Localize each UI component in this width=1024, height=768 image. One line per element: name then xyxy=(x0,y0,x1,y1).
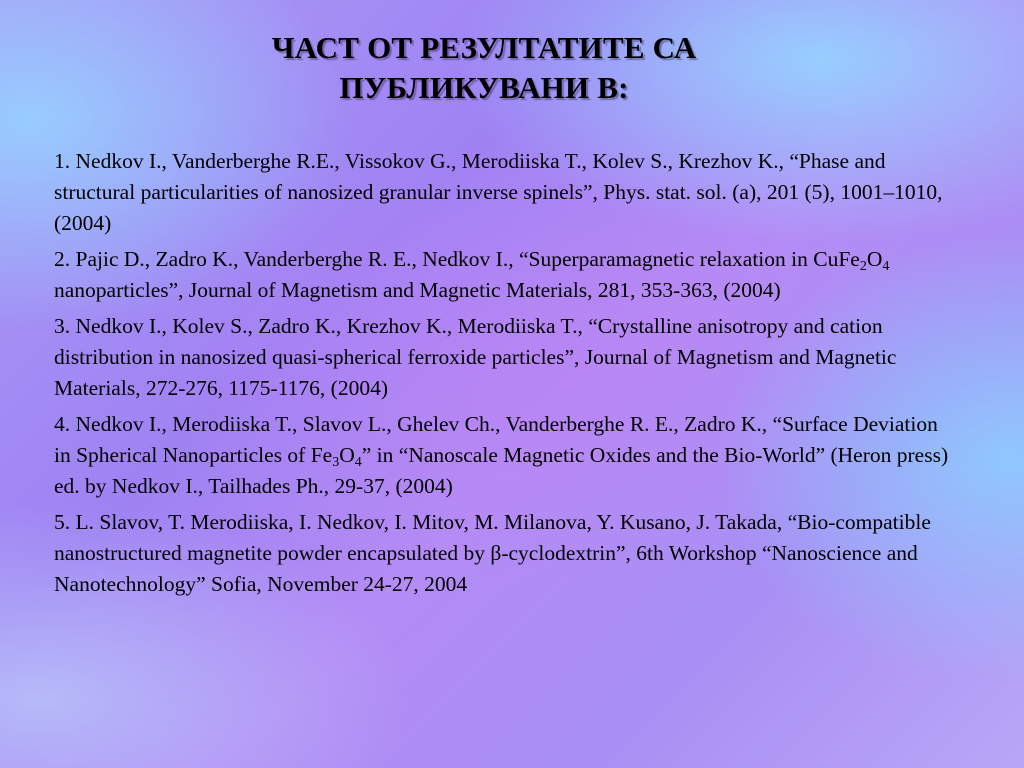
title-line-2: ПУБЛИКУВАНИ В: xyxy=(339,70,629,105)
reference-4-text-a: 4. Nedkov I., Merodiiska T., Slavov L., Ghelev Ch., Vanderberghe R. E., Zadro K., “Surface Deviation in Spherical Nanoparticles of Fe xyxy=(54,412,938,467)
reference-item-4 xyxy=(54,409,954,502)
reference-4-subscript-b: 4 xyxy=(354,455,362,470)
reference-4-text-b: O xyxy=(339,443,355,467)
reference-4-text-c: ” in “Nanoscale Magnetic Oxides and the Bio-World” (Heron press) ed. by Nedkov I., Tailhades Ph., 29-37, (2004) xyxy=(54,443,949,498)
reference-item-2 xyxy=(54,244,954,306)
reference-item-1: 1. Nedkov I., Vanderberghe R.E., Vissokov G., Merodiiska T., Kolev S., Krezhov K., “Phase and structural particularities of nanosized granular inverse spinels”, Phys. stat. sol. (a), 201 (5), 1001–1010, (2004) xyxy=(54,149,943,235)
reference-2-subscript-b: 4 xyxy=(882,259,890,274)
reference-4-subscript-a: 3 xyxy=(332,455,340,470)
reference-item-5: 5. L. Slavov, T. Merodiiska, I. Nedkov, I. Mitov, M. Milanova, Y. Kusano, J. Takada, “Bio-compatible nanostructured magnetite powder encapsulated by β-cyclodextrin”, 6th Workshop “Nanoscience and Nanotechnology” Sofia, November 24-27, 2004 xyxy=(54,510,931,596)
reference-item-3: 3. Nedkov I., Kolev S., Zadro K., Krezhov K., Merodiiska T., “Crystalline anisotropy and cation distribution in nanosized quasi-spherical ferroxide particles”, Journal of Magnetism and Magnetic Materials, 272-276, 1175-1176, (2004) xyxy=(54,314,897,400)
reference-2-text-a: 2. Pajic D., Zadro K., Vanderberghe R. E., Nedkov I., “Superparamagnetic relaxation in CuFe xyxy=(54,247,860,271)
reference-2-text-c: nanoparticles”, Journal of Magnetism and Magnetic Materials, 281, 353-363, (2004) xyxy=(54,278,781,302)
reference-2-text-b: O xyxy=(866,247,883,271)
reference-list xyxy=(54,146,954,605)
reference-2-subscript-a: 2 xyxy=(859,259,867,274)
slide-title xyxy=(0,28,968,108)
title-line-1: ЧАСТ ОТ РЕЗУЛТАТИТЕ СА xyxy=(271,30,697,65)
